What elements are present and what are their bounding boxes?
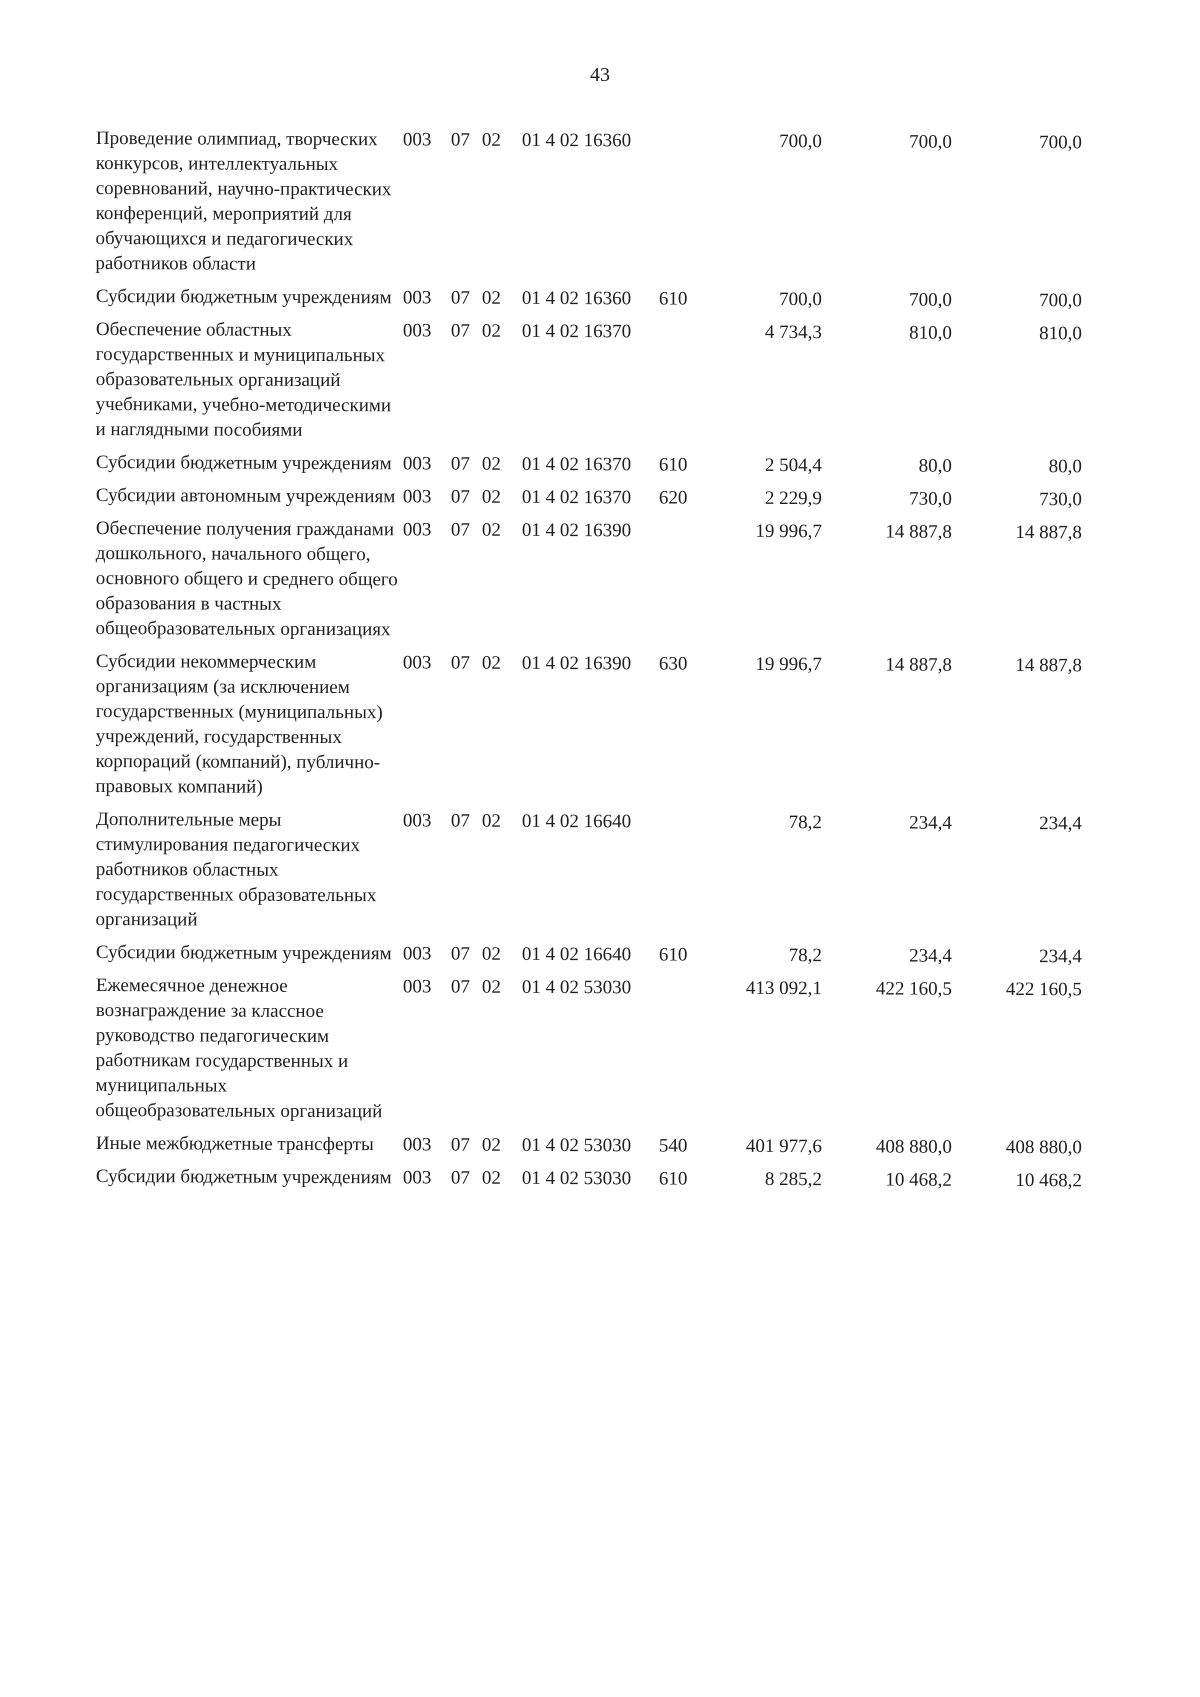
expense-type-code: 610	[658, 944, 688, 966]
amount-year-1: 8 285,2	[764, 1168, 822, 1191]
section-code: 07	[450, 486, 470, 508]
section-code: 07	[450, 287, 470, 309]
target-article-code: 01 4 02 16640	[521, 810, 632, 833]
table-row	[96, 940, 1186, 970]
subsection-code: 02	[481, 943, 501, 965]
amount-year-2: 730,0	[909, 488, 952, 510]
amount-year-1: 19 996,7	[755, 653, 822, 676]
ministry-code: 003	[402, 810, 432, 832]
section-code: 07	[450, 129, 470, 151]
amount-year-3: 14 887,8	[1015, 522, 1082, 544]
ministry-code: 003	[402, 287, 432, 309]
target-article-code: 01 4 02 16370	[521, 320, 632, 343]
table-row	[96, 284, 1186, 314]
row-name: Иные межбюджетные трансферты	[95, 1133, 374, 1156]
subsection-code: 02	[481, 810, 501, 832]
amount-year-1: 700,0	[779, 288, 822, 311]
amount-year-3: 234,4	[1039, 946, 1082, 968]
row-name: Субсидии некоммерческим организациям (за исключением государственных (муниципальных) учреждений, государственных корпораций (компаний), публично-правовых компаний)	[95, 651, 383, 798]
amount-year-1: 4 734,3	[764, 321, 822, 344]
subsection-code: 02	[481, 1167, 501, 1189]
amount-year-1: 413 092,1	[745, 977, 822, 1000]
amount-year-2: 234,4	[909, 812, 952, 834]
amount-year-3: 10 468,2	[1015, 1170, 1082, 1192]
target-article-code: 01 4 02 53030	[521, 1167, 632, 1190]
amount-year-1: 78,2	[788, 812, 822, 834]
table-row	[95, 649, 1186, 804]
amount-year-2: 810,0	[909, 322, 952, 344]
target-article-code: 01 4 02 16360	[521, 129, 632, 152]
expense-type-code: 610	[658, 454, 688, 476]
target-article-code: 01 4 02 16640	[521, 943, 632, 966]
expense-type-code: 540	[658, 1135, 688, 1157]
table-row	[95, 807, 1186, 937]
row-name: Субсидии бюджетным учреждениям	[95, 286, 392, 309]
section-code: 07	[450, 976, 470, 998]
row-name: Субсидии бюджетным учреждениям	[95, 942, 392, 965]
row-name: Обеспечение областных государственных и муниципальных образовательных организаций учебниками, учебно-методическими и наглядными пособиями	[95, 319, 392, 441]
subsection-code: 02	[481, 129, 501, 151]
amount-year-3: 234,4	[1039, 813, 1082, 835]
amount-year-2: 14 887,8	[885, 654, 952, 676]
section-code: 07	[450, 320, 470, 342]
target-article-code: 01 4 02 53030	[521, 1134, 632, 1157]
table-row	[95, 973, 1186, 1128]
target-article-code: 01 4 02 16370	[521, 486, 632, 509]
target-article-code: 01 4 02 16390	[521, 519, 632, 542]
amount-year-2: 422 160,5	[875, 978, 952, 1000]
expense-type-code: 620	[658, 487, 688, 509]
table-row	[96, 483, 1186, 513]
ministry-code: 003	[402, 453, 432, 475]
subsection-code: 02	[481, 1134, 501, 1156]
amount-year-1: 19 996,7	[755, 520, 822, 543]
subsection-code: 02	[481, 486, 501, 508]
ministry-code: 003	[402, 519, 432, 541]
row-name: Обеспечение получения гражданами дошкольного, начального общего, основного общего и среднего общего образования в частных общеобразовательных организациях	[95, 518, 398, 641]
table-row	[96, 1131, 1186, 1161]
amount-year-3: 810,0	[1039, 323, 1082, 345]
table-row	[95, 317, 1186, 447]
section-code: 07	[450, 943, 470, 965]
amount-year-1: 2 229,9	[764, 487, 822, 510]
target-article-code: 01 4 02 16370	[521, 453, 632, 476]
ministry-code: 003	[402, 652, 432, 674]
subsection-code: 02	[481, 320, 501, 342]
amount-year-2: 14 887,8	[885, 521, 952, 543]
target-article-code: 01 4 02 16360	[521, 287, 632, 310]
amount-year-2: 10 468,2	[885, 1169, 952, 1191]
amount-year-1: 401 977,6	[745, 1135, 822, 1158]
section-code: 07	[450, 1134, 470, 1156]
amount-year-1: 2 504,4	[764, 454, 822, 477]
row-name: Субсидии автономным учреждениям	[95, 484, 396, 508]
section-code: 07	[450, 1167, 470, 1189]
subsection-code: 02	[481, 453, 501, 475]
amount-year-3: 700,0	[1039, 290, 1082, 312]
amount-year-1: 700,0	[779, 130, 822, 153]
row-name: Субсидии бюджетным учреждениям	[95, 1166, 392, 1189]
amount-year-2: 700,0	[909, 289, 952, 311]
row-name: Ежемесячное денежное вознаграждение за классное руководство педагогическим работникам государственных и муниципальных общеобразовательных организаций	[95, 975, 383, 1123]
section-code: 07	[450, 810, 470, 832]
row-name: Субсидии бюджетным учреждениям	[95, 451, 392, 475]
section-code: 07	[450, 519, 470, 541]
amount-year-3: 408 880,0	[1005, 1136, 1082, 1159]
amount-year-3: 80,0	[1048, 456, 1082, 478]
amount-year-2: 80,0	[918, 455, 952, 477]
ministry-code: 003	[402, 320, 432, 342]
expense-type-code: 610	[658, 1168, 688, 1190]
subsection-code: 02	[481, 652, 501, 674]
amount-year-3: 730,0	[1039, 489, 1082, 511]
subsection-code: 02	[481, 287, 501, 309]
amount-year-2: 234,4	[909, 945, 952, 967]
amount-year-1: 78,2	[788, 945, 822, 967]
amount-year-2: 408 880,0	[875, 1136, 952, 1158]
row-name: Проведение олимпиад, творческих конкурсов, интеллектуальных соревнований, научно-практических конференций, мероприятий для обучающихся и педагогических работников области	[95, 127, 392, 275]
amount-year-2: 700,0	[909, 131, 952, 153]
section-code: 07	[450, 453, 470, 475]
page-number: 43	[590, 64, 610, 86]
expense-type-code: 610	[658, 288, 688, 310]
section-code: 07	[450, 652, 470, 674]
ministry-code: 003	[402, 943, 432, 965]
ministry-code: 003	[402, 129, 432, 151]
amount-year-3: 700,0	[1039, 132, 1082, 154]
subsection-code: 02	[481, 976, 501, 998]
ministry-code: 003	[402, 1167, 432, 1189]
amount-year-3: 14 887,8	[1015, 655, 1082, 677]
table-row	[96, 1164, 1186, 1194]
target-article-code: 01 4 02 53030	[521, 976, 632, 999]
ministry-code: 003	[402, 976, 432, 998]
table-row	[95, 516, 1186, 646]
budget-table	[95, 126, 1186, 1192]
ministry-code: 003	[402, 1134, 432, 1156]
amount-year-3: 422 160,5	[1005, 978, 1082, 1001]
subsection-code: 02	[481, 519, 501, 541]
target-article-code: 01 4 02 16390	[521, 652, 632, 675]
table-row	[95, 126, 1186, 281]
expense-type-code: 630	[658, 653, 688, 675]
row-name: Дополнительные меры стимулирования педагогических работников областных государственных образовательных организаций	[95, 809, 377, 931]
table-row	[96, 450, 1186, 480]
ministry-code: 003	[402, 486, 432, 508]
